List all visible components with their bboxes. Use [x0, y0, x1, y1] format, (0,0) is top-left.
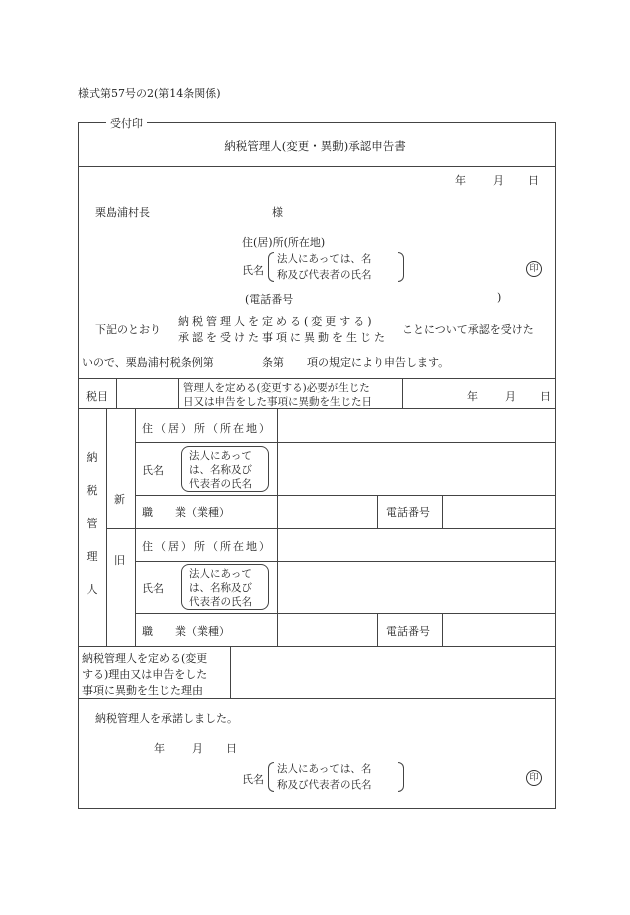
new-occupation-label: 職 業（業種）	[142, 506, 230, 519]
tax-date-day: 日	[540, 390, 551, 403]
acceptance-name-label: 氏名	[242, 773, 264, 786]
new-corp-note-1: 法人にあって	[189, 450, 252, 462]
statement-line2-a: いので、栗島浦村税条例第	[82, 356, 214, 369]
applicant-name-label: 氏名	[242, 264, 264, 277]
form-number: 様式第57号の2(第14条関係)	[78, 87, 221, 100]
form-title: 納税管理人(変更・異動)承認申告書	[224, 139, 406, 153]
applicant-corp-note-2: 称及び代表者の氏名	[277, 269, 372, 281]
old-corp-note-2: は、名称及び	[189, 582, 252, 594]
acceptance-month: 月	[192, 742, 203, 755]
new-corp-note-3: 代表者の氏名	[189, 478, 252, 490]
tax-date-desc-1: 管理人を定める(変更する)必要が生じた	[183, 382, 370, 394]
acceptance-day: 日	[226, 742, 237, 755]
old-address-label: 住（居）所（所在地）	[142, 540, 272, 553]
new-corp-note-2: は、名称及び	[189, 464, 252, 476]
applicant-address-label: 住(居)所(所在地)	[242, 236, 326, 249]
old-corp-note-3: 代表者の氏名	[189, 596, 252, 608]
acceptance-paren-left	[268, 762, 274, 792]
applicant-phone-close: )	[497, 291, 502, 304]
acceptance-text: 納税管理人を承諾しました。	[95, 712, 238, 725]
old-occupation-label: 職 業（業種）	[142, 625, 230, 638]
statement-line2-b: 条第	[262, 356, 284, 369]
tax-item-label: 税目	[86, 390, 108, 403]
date-year: 年	[455, 174, 466, 187]
acceptance-paren-right	[398, 762, 404, 792]
new-name-label: 氏名	[142, 464, 164, 477]
tax-date-month: 月	[505, 390, 516, 403]
receipt-stamp-label: 受付印	[106, 115, 147, 131]
new-phone-label: 電話番号	[386, 506, 430, 519]
reason-line-2: する)理由又は申告をした	[82, 668, 208, 681]
new-label: 新	[114, 493, 125, 506]
applicant-paren-right	[398, 252, 404, 282]
statement-option-1: 納税管理人を定める(変更する)	[178, 315, 375, 328]
statement-line2-c: 項の規定により申告します。	[307, 356, 450, 369]
applicant-corp-note-1: 法人にあっては、名	[277, 253, 372, 265]
applicant-phone-label: (電話番号	[245, 293, 294, 306]
applicant-seal-icon: 印	[526, 261, 542, 277]
statement-prefix: 下記のとおり	[95, 323, 161, 336]
manager-vertical-label: 納 税 管 理 人	[86, 451, 98, 596]
old-label: 旧	[114, 554, 125, 567]
reason-line-1: 納税管理人を定める(変更	[82, 652, 208, 665]
acceptance-corp-note-1: 法人にあっては、名	[277, 763, 372, 775]
acceptance-seal-icon: 印	[526, 770, 542, 786]
new-address-label: 住（居）所（所在地）	[142, 422, 272, 435]
addressee-name: 栗島浦村長	[95, 206, 150, 219]
applicant-paren-left	[268, 252, 274, 282]
old-name-label: 氏名	[142, 582, 164, 595]
tax-date-desc-2: 日又は申告をした事項に異動を生じた日	[183, 396, 372, 408]
addressee-honorific: 様	[272, 206, 283, 219]
date-day: 日	[528, 174, 539, 187]
old-phone-label: 電話番号	[386, 625, 430, 638]
statement-suffix: ことについて承認を受けた	[402, 323, 534, 336]
acceptance-year: 年	[154, 742, 165, 755]
acceptance-corp-note-2: 称及び代表者の氏名	[277, 779, 372, 791]
date-month: 月	[493, 174, 504, 187]
tax-date-year: 年	[467, 390, 478, 403]
old-corp-note-1: 法人にあって	[189, 568, 252, 580]
reason-line-3: 事項に異動を生じた理由	[82, 684, 203, 697]
statement-option-2: 承認を受けた事項に異動を生じた	[178, 331, 388, 344]
